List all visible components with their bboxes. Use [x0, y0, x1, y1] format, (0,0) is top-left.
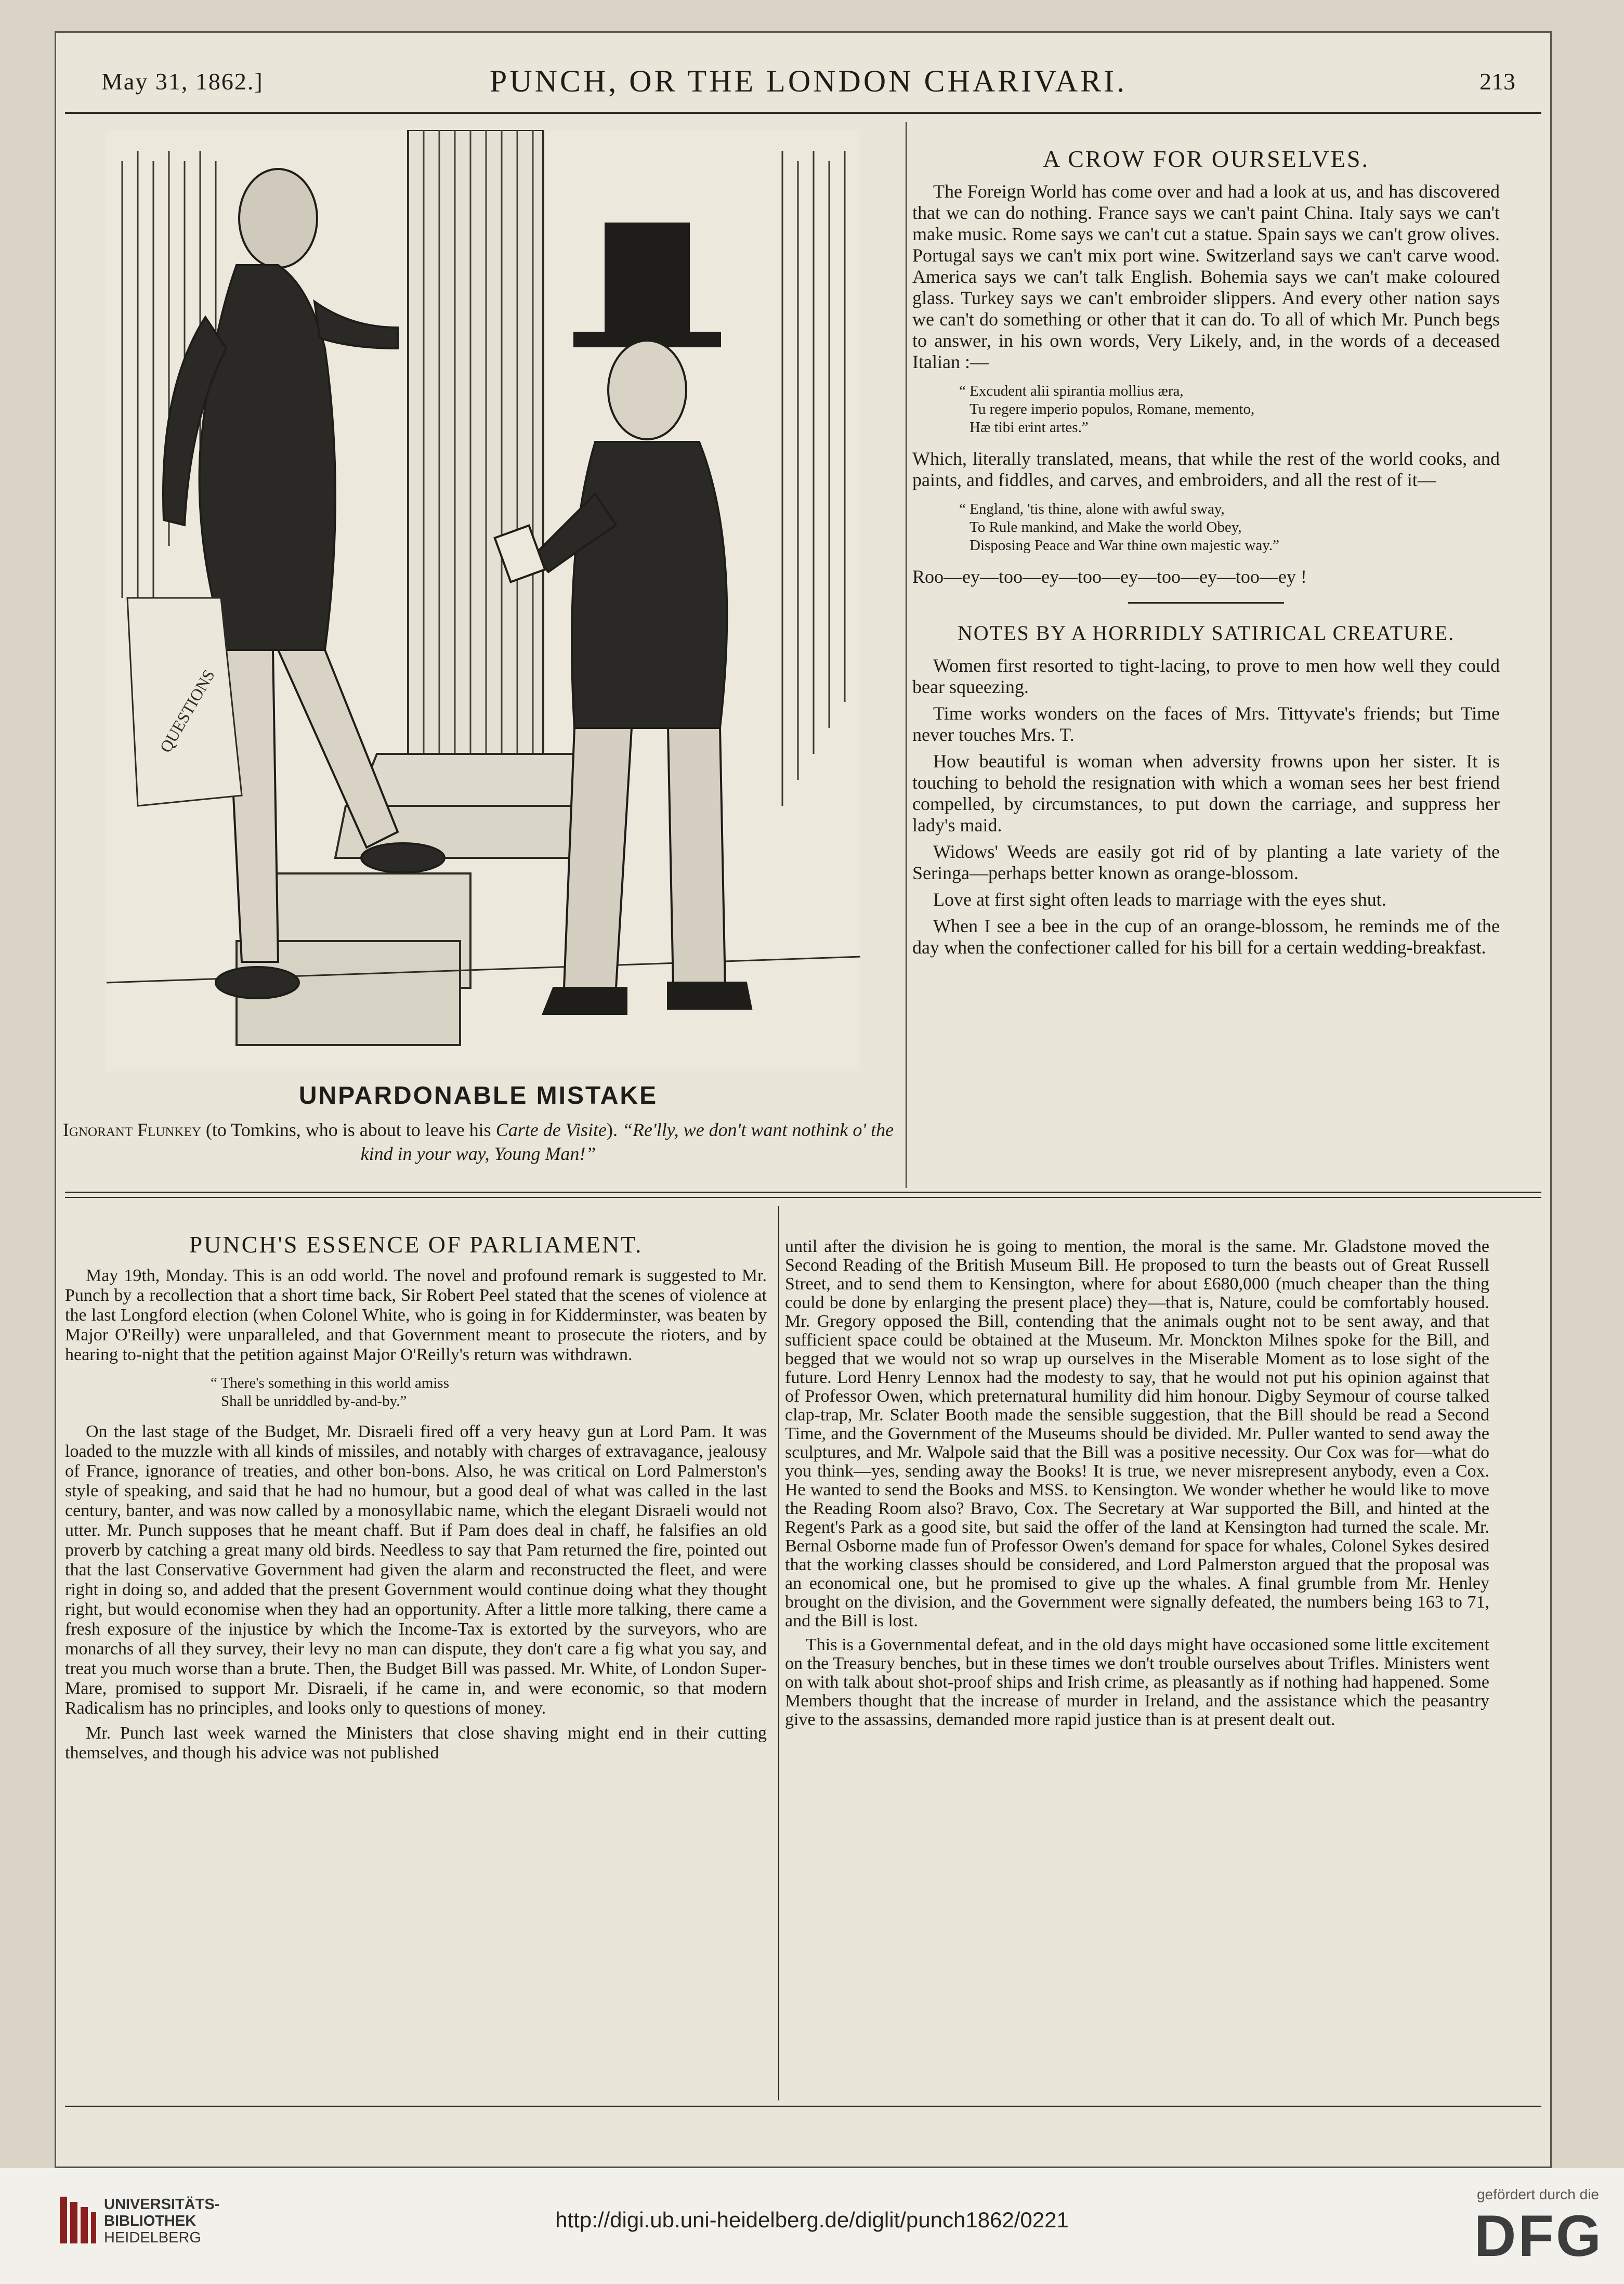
- note-3: How beautiful is woman when adversity frowns upon her sister. It is touching to behold the resignation with which a woman sees her best friend compelled, by circumstances, to put down the carriage, and suppress her lady's maid.: [912, 751, 1500, 836]
- essence-column-1: [65, 1231, 767, 1768]
- issue-date: May 31, 1862.]: [101, 68, 264, 95]
- essence-quote-line-2: Shall be unriddled by-and-by.”: [221, 1393, 407, 1409]
- english-line-1: “ England, 'tis thine, alone with awful sway,: [959, 501, 1225, 517]
- essence-paragraph-1: May 19th, Monday. This is an odd world. The novel and profound remark is suggested to Mr. Punch by a recollection that a short time back, Sir Robert Peel stated that the scenes of violence at the last Longford election (when Colonel White, who is going in for Kidderminster, was beaten by Major O'Reilly) were unparalleled, and that Government meant to prosecute the rioters, and by hearing to-night that the petition against Major O'Reilly's return was withdrawn.: [65, 1266, 767, 1364]
- note-5: Love at first sight often leads to marriage with the eyes shut.: [933, 889, 1386, 910]
- dfg-logo: DFG: [1474, 2203, 1603, 2268]
- right-column-top: [912, 148, 1500, 963]
- essence-col2-paragraph-1: until after the division he is going to mention, the moral is the same. Mr. Gladstone moved the Second Reading of the British Museum Bill. He proposed to turn the beasts out of Great Russell Street, and to send them to Kensington, where for about £680,000 (much cheaper than the thing could be done by enlarging the present place) they—that is, Nature, could be comfortably housed. Mr. Gregory opposed the Bill, contending that the animals ought not to be sent away, and that sufficient space could be obtained at the Museum. Mr. Monckton Milnes spoke for the Bill, and begged that we would not so wrap up ourselves in the Miserable Moment as to lose sight of the future. Lord Henry Lennox had the modesty to say, that he would not put his opinion against that of Professor Owen, which preternatural humility did him honour. Digby Seymour of course talked clap-trap, Mr. Sclater Booth made the sensible suggestion, that the Bill should be read a Second Time, and the Government of the Museums should be divided. Mr. Puller wanted to send away the sculptures, and Mr. Walpole said that the Bill was a positive necessity. Our Cox was for—what do you think—yes, sending away the Books! It is true, we never misrepresent anybody, even a Cox. He wanted to send the Books and MSS. to Kensington. We wonder whether he would like to move the Reading Room also? Bravo, Cox. The Secretary at War supported the Bill, and hinted at the Regent's Park as a good site, but said the offer of the land at Kensington had turned the scale. Mr. Bernal Osborne made fun of Professor Owen's demand for space for whales, Colonel Sykes desired that the working classes should be considered, and Lord Palmerston argued that the proposal was an economical one, but he promised to give up the whales. A final grumble from Mr. Henley brought on the division, and the Government were signally defeated, the numbers being 163 to 71, and the Bill is lost.: [785, 1237, 1489, 1630]
- library-line-1: UNIVERSITÄTS-: [104, 2196, 220, 2213]
- newspaper-label: QUESTIONS: [155, 666, 218, 756]
- english-line-2: To Rule mankind, and Make the world Obey,: [970, 519, 1242, 536]
- essence-quote-line-1: “ There's something in this world amiss: [211, 1375, 449, 1391]
- cartoon-caption: [57, 1118, 899, 1166]
- library-line-2: BIBLIOTHEK: [104, 2213, 197, 2229]
- latin-line-1: “ Excudent alii spirantia mollius æra,: [959, 383, 1184, 399]
- latin-line-3: Hæ tibi erint artes.”: [970, 419, 1089, 436]
- note-1: Women first resorted to tight-lacing, to prove to men how well they could bear squeezing.: [912, 655, 1500, 697]
- crow-paragraph-2: Which, literally translated, means, that while the rest of the world cooks, and paints, and fiddles, and carves, and embroiders, and all the rest of it—: [912, 448, 1500, 490]
- funded-by-label: gefördert durch die: [1476, 2186, 1599, 2202]
- section-rule-1: [65, 1192, 1541, 1193]
- column-divider-top: [906, 122, 907, 1188]
- page-header: [101, 31, 1515, 104]
- english-quote: [959, 500, 1500, 555]
- essence-column-2: [785, 1237, 1489, 1734]
- library-line-3: HEIDELBERG: [104, 2229, 201, 2246]
- notes-title: NOTES BY A HORRIDLY SATIRICAL CREATURE.: [957, 621, 1455, 645]
- section-divider: [1128, 602, 1284, 604]
- cartoon-title: UNPARDONABLE MISTAKE: [298, 1082, 658, 1110]
- essence-quote: [211, 1374, 767, 1411]
- english-line-3: Disposing Peace and War thine own majestic way.”: [970, 537, 1280, 554]
- note-4: Widows' Weeds are easily got rid of by planting a late variety of the Seringa—perhaps better known as orange-blossom.: [912, 841, 1500, 883]
- note-6: When I see a bee in the cup of an orange-blossom, he reminds me of the day when the confectioner called for his bill for a certain wedding-breakfast.: [912, 916, 1500, 958]
- column-divider-bottom: [778, 1206, 779, 2100]
- crow-cheer: Roo—ey—too—ey—too—ey—too—ey—too—ey !: [912, 566, 1307, 587]
- crow-title: A CROW FOR OURSELVES.: [1043, 146, 1369, 172]
- bottom-rule: [65, 2106, 1541, 2107]
- source-url-link[interactable]: http://digi.ub.uni-heidelberg.de/diglit/punch1862/0221: [555, 2208, 1069, 2232]
- section-rule-2: [65, 1197, 1541, 1198]
- essence-col2-paragraph-2: This is a Governmental defeat, and in the old days might have occasioned some little excitement on the Treasury benches, but in these times we don't trouble ourselves about Trifles. Ministers went on with talk about shot-proof ships and Irish crime, as pleasantly as if nothing had happened. Some Members thought that the increase of murder in Ireland, and the assistance which the peasantry give to the assassins, demanded more rapid justice than is at present dealt out.: [785, 1635, 1489, 1729]
- caption-text: (to Tomkins, who is about to leave his: [205, 1119, 491, 1140]
- crow-paragraph-1: The Foreign World has come over and had a look at us, and has discovered that we can do nothing. France says we can't paint China. Italy says we can't make music. Rome says we can't cut a statue. Spain says we can't grow olives. Portugal says we can't mix port wine. Switzerland says we can't carve wood. America says we can't talk English. Bohemia says we can't make coloured glass. Turkey says we can't embroider slippers. And every other nation says we can't do something or other that it can do. To all of which Mr. Punch begs to answer, in his own words, Very Likely, and, in the words of a deceased Italian :—: [912, 181, 1500, 372]
- latin-quote: [959, 382, 1500, 437]
- latin-line-2: Tu regere imperio populos, Romane, memento,: [970, 401, 1255, 417]
- essence-paragraph-3: Mr. Punch last week warned the Ministers that close shaving might end in their cutting themselves, and though his advice was not published: [65, 1724, 767, 1763]
- essence-paragraph-2: On the last stage of the Budget, Mr. Disraeli fired off a very heavy gun at Lord Pam. It was loaded to the muzzle with all kinds of missiles, and notably with charges of extravagance, jealousy of France, ignorance of treaties, and other bon-bons. Also, he was critical on Lord Palmerston's style of speaking, and said that he had no humour, but a good deal of what was called in the last century, banter, and was now called by a monosyllabic name, which the elegant Disraeli would not utter. Mr. Punch supposes that he meant chaff. But if Pam does deal in chaff, he falsifies an old proverb by catching a great many old birds. Needless to say that Pam returned the fire, pointed out that the last Conservative Government had given the alarm and reconstructed the fleet, and were right in doing so, and added that the present Government would continue doing what they thought right, but would economise when they had an opportunity. After a little more talking, there came a fresh exposure of the injustice by which the Income-Tax is extorted by the surveyors, who are monarchs of all they survey, their levy no man can dispute, they don't care a fig what you say, and treat you much worse than a brute. Then, the Budget Bill was passed. Mr. White, of London Super-Mare, promised to support Mr. Disraeli, if he came in, and were economic, so that modern Radicalism has no principles, and looks only to questions of money.: [65, 1422, 767, 1718]
- essence-title: PUNCH'S ESSENCE OF PARLIAMENT.: [189, 1231, 643, 1258]
- header-rule: [65, 112, 1541, 114]
- page-number: 213: [1479, 68, 1515, 95]
- caption-quote: “Re'lly, we don't want nothink o' the kind in your way, Young Man!”: [360, 1119, 894, 1164]
- caption-text-2: ).: [607, 1119, 618, 1140]
- caption-carte: Carte de Visite: [495, 1119, 607, 1140]
- cartoon-illustration: [107, 130, 860, 1071]
- note-2: Time works wonders on the faces of Mrs. Tittyvate's friends; but Time never touches Mrs. T.: [912, 703, 1500, 745]
- publication-title: PUNCH, OR THE LONDON CHARIVARI.: [489, 64, 1128, 98]
- caption-speaker: Ignorant Flunkey: [62, 1119, 201, 1140]
